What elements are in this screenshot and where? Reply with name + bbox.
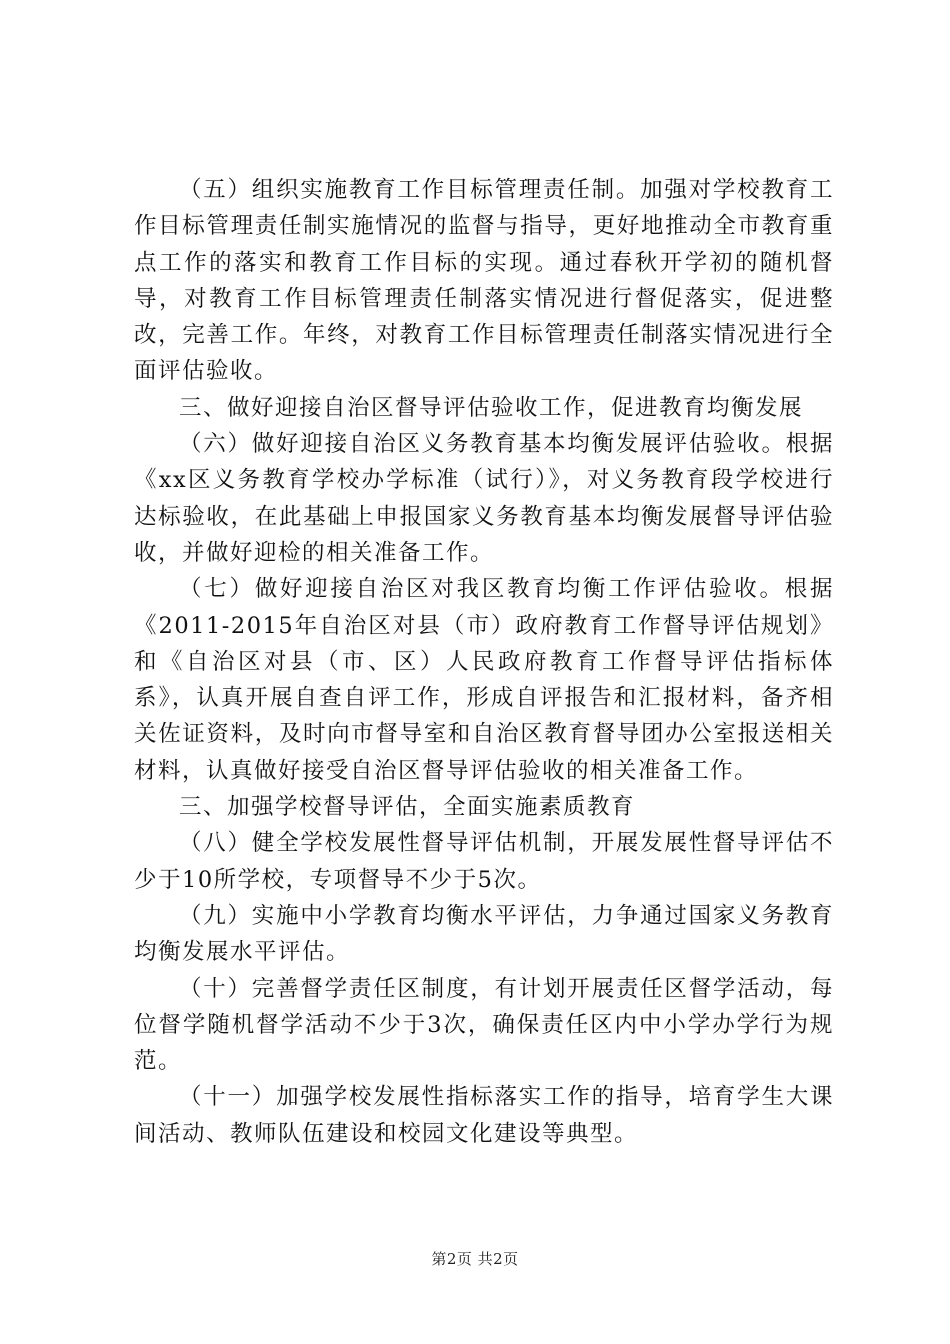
paragraph-item-7: （七）做好迎接自治区对我区教育均衡工作评估验收。根据《2011-2015年自治区对县（市）政府教育工作督导评估规划》和《自治区对县（市、区）人民政府教育工作督导评估指标体系》，认真开展自查自评工作，形成自评报告和汇报材料，备齐相关佐证资料，及时向市督导室和自治区教育督导团办公室报送相关材料，认真做好接受自治区督导评估验收的相关准备工作。 xyxy=(134,576,834,784)
section-heading-3: 三、做好迎接自治区督导评估验收工作，促进教育均衡发展 xyxy=(179,394,804,421)
paragraph-item-11: （十一）加强学校发展性指标落实工作的指导，培育学生大课间活动、教师队伍建设和校园文化建设等典型。 xyxy=(134,1084,834,1147)
paragraph-item-5: （五）组织实施教育工作目标管理责任制。加强对学校教育工作目标管理责任制实施情况的监督与指导，更好地推动全市教育重点工作的落实和教育工作目标的实现。通过春秋开学初的随机督导，对教育工作目标管理责任制落实情况进行督促落实，促进整改，完善工作。年终，对教育工作目标管理责任制落实情况进行全面评估验收。 xyxy=(134,177,834,385)
paragraph-item-10: （十）完善督学责任区制度，有计划开展责任区督学活动，每位督学随机督学活动不少于3次，确保责任区内中小学办学行为规范。 xyxy=(134,975,834,1075)
document-body xyxy=(134,172,834,1152)
page-footer: 第2页 共2页 xyxy=(431,1250,519,1268)
section-heading-3b: 三、加强学校督导评估，全面实施素质教育 xyxy=(179,794,636,821)
paragraph-item-9: （九）实施中小学教育均衡水平评估，力争通过国家义务教育均衡发展水平评估。 xyxy=(134,902,834,966)
paragraph-item-8: （八）健全学校发展性督导评估机制，开展发展性督导评估不少于10所学校，专项督导不少于5次。 xyxy=(134,830,834,893)
paragraph-item-6: （六）做好迎接自治区义务教育基本均衡发展评估验收。根据《xx区义务教育学校办学标准（试行）》，对义务教育段学校进行达标验收，在此基础上申报国家义务教育基本均衡发展督导评估验收，并做好迎检的相关准备工作。 xyxy=(134,431,834,566)
